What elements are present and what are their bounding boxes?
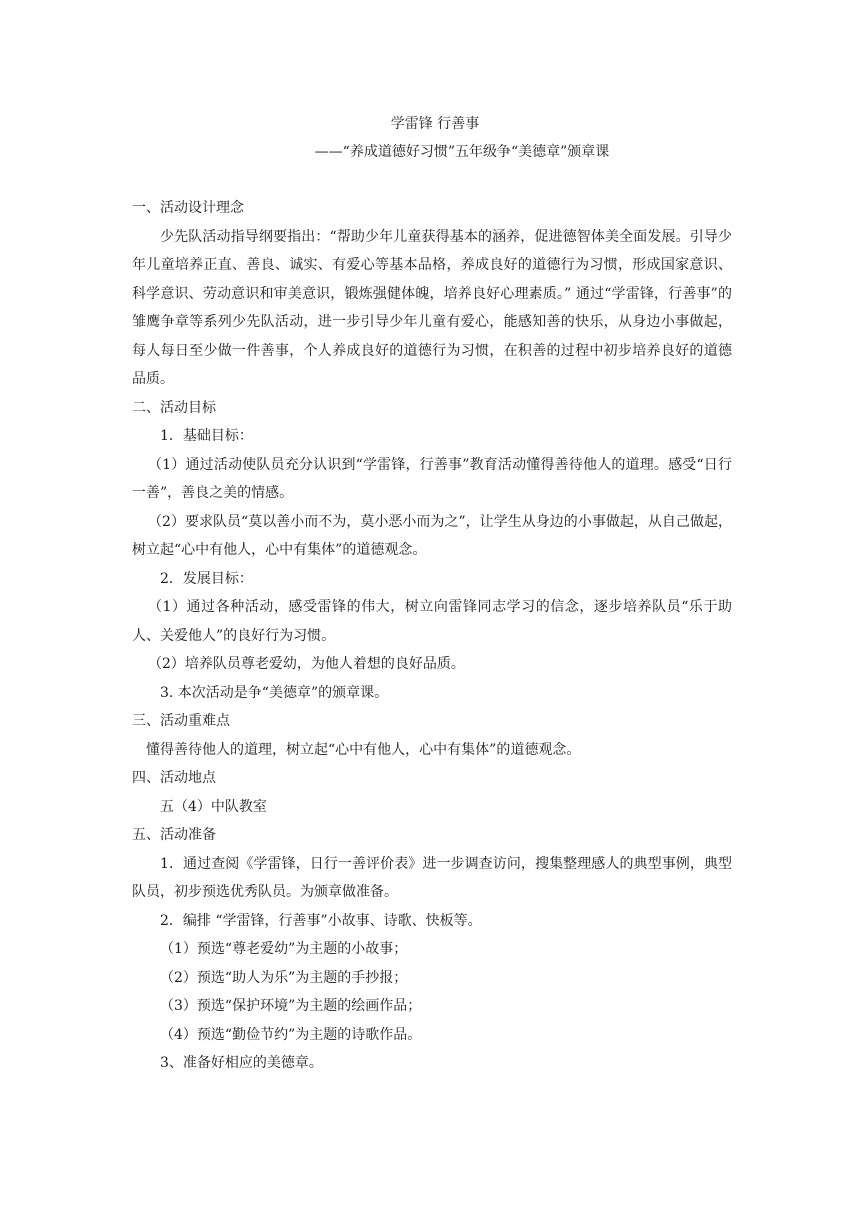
section-heading-location: 四、活动地点 [132,770,216,786]
preparation-sub-1: （1）预选“尊老爱幼”为主题的小故事； [160,941,408,957]
section-heading-philosophy: 一、活动设计理念 [132,200,244,216]
basic-goal-2: （2）要求队员“莫以善小而不为，莫小恶小而为之”，让学生从身边的小事做起，从自己做起，树立起“心中有他人，心中有集体”的道德观念。 [132,513,732,558]
basic-goals-label: 1．基础目标： [160,428,253,444]
development-goals-label: 2．发展目标： [160,570,253,587]
document-body [132,110,732,1078]
goal-item-3: 3. 本次活动是争“美德章”的颁章课。 [160,684,389,701]
preparation-sub-4: （4）预选“勤俭节约”为主题的诗歌作品。 [160,1026,422,1043]
preparation-item-3: 3、准备好相应的美德章。 [160,1055,323,1071]
preparation-sub-2: （2）预选“助人为乐”为主题的手抄报； [160,969,408,986]
philosophy-paragraph: 少先队活动指导纲要指出：“帮助少年儿童获得基本的涵养，促进德智体美全面发展。引导少年儿童培养正直、善良、诚实、有爱心等基本品格，养成良好的道德行为习惯，形成国家意识、科学意识、劳动意识和审美意识，锻炼强健体魄，培养良好心理素质。” 通过“学雷锋，行善事”的雏鹰争章等系列少先队活动，进一步引导少年儿童有爱心，能感知善的快乐，从身边小事做起，每人每日至少做一件善事，个人养成良好的道德行为习惯，在积善的过程中初步培养良好的道德品质。 [132,228,732,387]
document-subtitle: ——“养成道德好习惯”五年级争“美德章”颁章课 [314,144,610,160]
key-points-paragraph: 懂得善待他人的道理，树立起“心中有他人，心中有集体”的道德观念。 [146,741,581,758]
preparation-sub-3: （3）预选“保护环境”为主题的绘画作品； [160,998,422,1014]
development-goal-1: （1）通过各种活动，感受雷锋的伟大，树立向雷锋同志学习的信念，逐步培养队员“乐于助人、关爱他人”的良好行为习惯。 [132,599,732,644]
title-block [132,110,732,166]
location-paragraph: 五（4）中队教室 [160,798,267,815]
section-heading-key-points: 三、活动重难点 [132,713,230,729]
document-title: 学雷锋 行善事 [390,116,480,132]
basic-goal-1: （1）通过活动使队员充分认识到“学雷锋，行善事”教育活动懂得善待他人的道理。感受“日行一善”，善良之美的情感。 [132,456,732,501]
preparation-item-2: 2．编排 “学雷锋，行善事”小故事、诗歌、快板等。 [160,912,482,929]
section-heading-preparation: 五、活动准备 [132,827,216,843]
section-heading-goals: 二、活动目标 [132,399,216,416]
development-goal-2: （2）培养队员尊老爱幼，为他人着想的良好品质。 [148,656,465,672]
preparation-item-1: 1．通过查阅《学雷锋，日行一善评价表》进一步调查访问，搜集整理感人的典型事例，典型队员，初步预选优秀队员。为颁章做准备。 [132,855,732,900]
